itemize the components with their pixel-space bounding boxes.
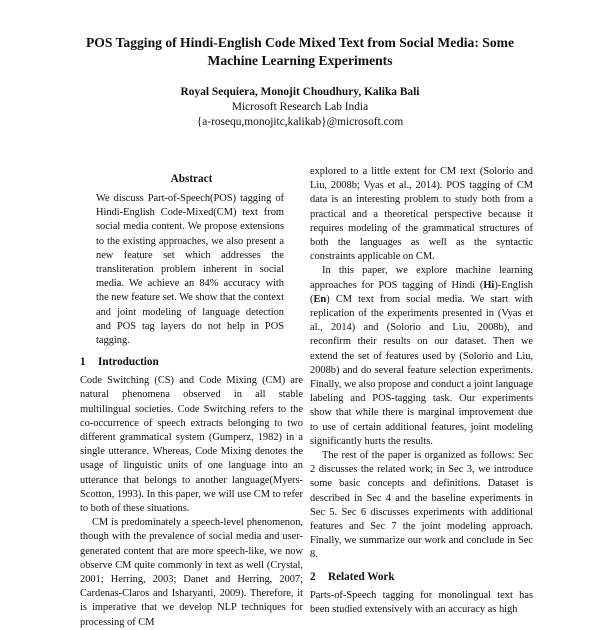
author-names: Royal Sequiera, Monojit Choudhury, Kalika Bali bbox=[180, 86, 420, 98]
paper-title-line-1: POS Tagging of Hindi-English Code Mixed Text from Social Media: Some bbox=[86, 35, 514, 50]
left-column bbox=[80, 172, 303, 630]
section-1-number: 1 bbox=[80, 356, 86, 369]
section-2-number: 2 bbox=[310, 570, 316, 583]
hi-abbrev: Hi bbox=[483, 279, 495, 291]
en-abbrev: En bbox=[313, 293, 327, 305]
abstract-heading: Abstract bbox=[170, 173, 213, 185]
p4-part-c: ) CM text from social media. We start with replication of the experiments presented in (Vyas et al., 2014) and (Solorio and Liu, 2008b), and reconfirm their results on our dataset. Then we extend the set of features used by (Solorio and Liu, 2008b) and do several feature selection experiments. Finally, we also propose and conduct a joint language labeling and POS-tagging task. Our experiments show that while there is marginal improvement due to use of certain additional features, joint modeling significantly hurts the results. bbox=[310, 293, 533, 447]
related-work-paragraph-1: Parts-of-Speech tagging for monolingual text has been studied extensively with an accuracy as high bbox=[310, 589, 533, 615]
paper-title-line-2: Machine Learning Experiments bbox=[207, 53, 393, 68]
introduction-paragraph-2: CM is predominately a speech-level phenomenon, though with the prevalence of social media and user-generated content that are more speech-like, we now observe CM quite commonly in text as well (Crystal, 2001; Herring, 2003; Danet and Herring, 2007; Cardenas-Claros and Isharyanti, 2009). Therefore, it is imperative that we develop NLP techniques for processing of CM bbox=[80, 517, 303, 628]
paper-title bbox=[60, 34, 540, 70]
introduction-paragraph-3: explored to a little extent for CM text (Solorio and Liu, 2008b; Vyas et al., 2014). POS tagging of CM data is an interesting problem to study both from a practical and a theoretical perspective because it requires modeling of the grammatical structures of both the languages as well as the syntactic constraints applicable on CM. bbox=[310, 166, 533, 263]
introduction-paragraph-4 bbox=[310, 264, 533, 449]
p4-part-a: In this paper, we explore machine learning approaches for POS tagging of Hindi ( bbox=[310, 265, 533, 291]
section-2-title: Related Work bbox=[328, 570, 395, 583]
affiliation: Microsoft Research Lab India bbox=[231, 100, 369, 113]
author-block bbox=[60, 85, 540, 129]
author-emails: {a-rosequ,monojitc,kalikab}@microsoft.com bbox=[196, 115, 404, 128]
right-column bbox=[310, 165, 533, 617]
introduction-paragraph-1: Code Switching (CS) and Code Mixing (CM) are natural phenomena observed in all stable multilingual societies. Code Switching refers to the co-occurrence of speech extracts belonging to two different grammatical system (Gumperz, 1982) in a single utterance. Whereas, Code Mixing denotes the usage of linguistic units of one language into an utterance that belongs to another language(Myers-Scotton, 1993). In this paper, we will use CM to refer to both of these situations. bbox=[80, 375, 303, 515]
p4-part-b: )-English ( bbox=[310, 279, 533, 305]
abstract-text: We discuss Part-of-Speech(POS) tagging of Hindi-English Code-Mixed(CM) text from social media content. We propose extensions to the existing approaches, we also present a new feature set which addresses the transliteration problem inherent in social media. We achieve an 84% accuracy with the new feature set. We show that the context and joint modeling of language detection and POS tag layers do not help in POS tagging. bbox=[96, 193, 284, 347]
section-2-heading bbox=[310, 570, 533, 584]
introduction-paragraph-5: The rest of the paper is organized as follows: Sec 2 discusses the related work; in Sec 3, we introduce some basic concepts and definitions. Dataset is described in Sec 4 and the baseline experiments in Sec 5. Sec 6 discusses experiments with additional features and Sec 7 the joint modeling approach. Finally, we summarize our work and conclude in Sec 8. bbox=[310, 450, 533, 561]
section-1-title: Introduction bbox=[98, 356, 159, 369]
section-1-heading bbox=[80, 355, 303, 369]
